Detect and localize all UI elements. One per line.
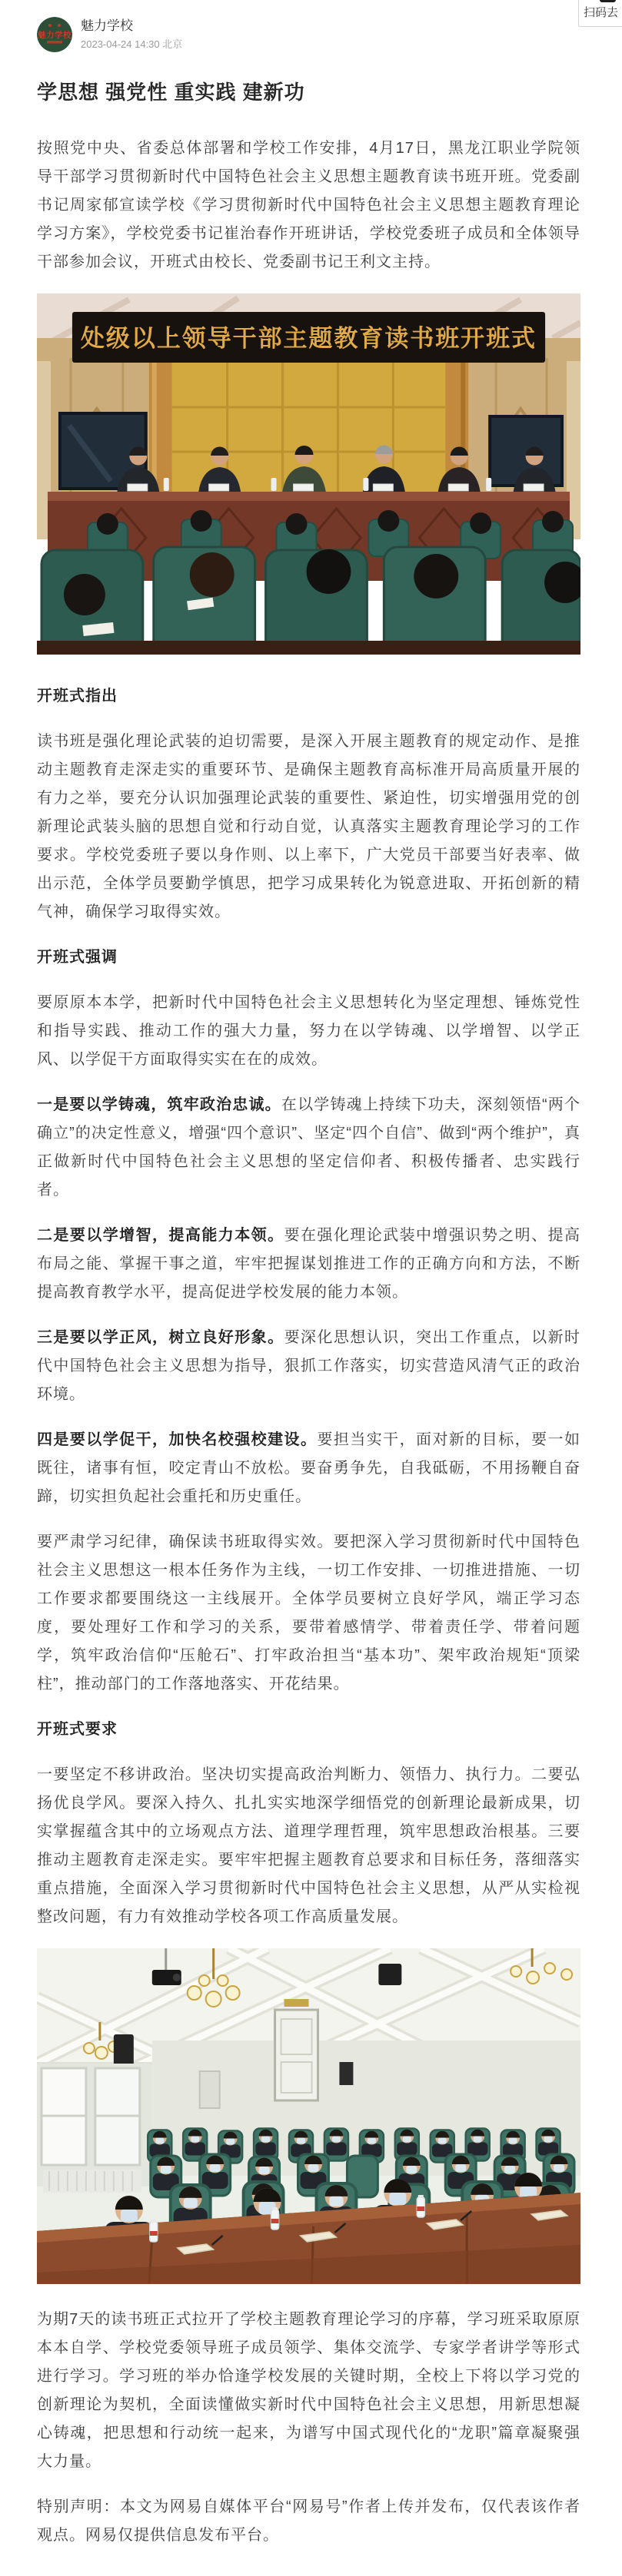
paragraph-pointed-out: 读书班是强化理论武装的迫切需要，是深入开展主题教育的规定动作、是推动主题教育走深走实的重要环节、是确保主题教育高标准开局高质量开展的有力之举，要充分认识加强理论武装的重要性、紧迫性，切实增强用党的创新理论武装头脑的思想自觉和行动自觉，认真落实主题教育理论学习的工作要求。学校党委班子要以身作则、以上率下，广大党员干部要当好表率、做出示范，全体学员要勤学慎思，把学习成果转化为锐意进取、开拓创新的精气神，确保学习取得实效。 xyxy=(37,733,580,920)
point-4-text: 要担当实干，面对新的目标，要一如既往，诸事有恒，咬定青山不放松。要奋勇争先，自我砥砺，不用扬鞭自奋蹄，切实担负起社会重托和历史重任。 xyxy=(37,1431,580,1505)
photo-study-session[interactable] xyxy=(37,1948,580,2284)
point-2-lead: 二是要以学增智，提高能力本领。 xyxy=(37,1227,284,1244)
paragraph-intro: 按照党中央、省委总体部署和学校工作安排，4月17日，黑龙江职业学院领导干部学习贯彻新时代中国特色社会主义思想主题教育读书班开班。党委副书记周家郁宣读学校《学习贯彻新时代中国特色社会主义思想主题教育理论学习方案》，学校党委书记崔治春作开班讲话，学校党委班子成员和全体领导干部参加会议，开班式由校长、党委副书记王利文主持。 xyxy=(37,140,580,270)
publish-timestamp: 2023-04-24 14:30 北京 xyxy=(81,38,183,50)
opening-ceremony-image xyxy=(37,293,580,655)
point-4-lead: 四是要以学促干，加快名校强校建设。 xyxy=(37,1431,318,1448)
paragraph-point-2 xyxy=(37,1222,580,1307)
disclaimer-text: 特别声明：本文为网易自媒体平台“网易号”作者上传并发布，仅代表该作者观点。网易仅提供信息发布平台。 xyxy=(37,2498,580,2544)
article-body xyxy=(37,134,580,2550)
study-session-image xyxy=(37,1948,580,2284)
point-1-lead: 一是要以学铸魂，筑牢政治忠诚。 xyxy=(37,1096,281,1113)
point-2-text: 要在强化理论武装中增强识势之明、提高布局之能、掌握干事之道，牢牢把握谋划推进工作的正确方向和方法，不断提高教育教学水平，提高促进学校发展的能力本领。 xyxy=(37,1227,580,1301)
paragraph-point-1 xyxy=(37,1091,580,1205)
point-1-text: 在以学铸魂上持续下功夫，深刻领悟“两个确立”的决定性意义，增强“四个意识”、坚定“四个自信”、做到“两个维护”，真正做新时代中国特色社会主义思想的坚定信仰者、积极传播者、忠实践行者。 xyxy=(37,1096,581,1198)
point-3-lead: 三是要以学正风，树立良好形象。 xyxy=(37,1329,284,1346)
paragraph-point-4 xyxy=(37,1426,580,1511)
scan-code-label: 扫码去 xyxy=(584,6,619,19)
avatar-text: 魅力学校 xyxy=(38,31,72,40)
heading-ceremony-required: 开班式要求 xyxy=(37,1721,118,1738)
avatar-image xyxy=(37,17,72,52)
paragraph-required: 一要坚定不移讲政治。坚决切实提高政治判断力、领悟力、执行力。二要弘扬优良学风。要深入持久、扎扎实实地深学细悟党的创新理论最新成果，切实掌握蕴含其中的立场观点方法、道理学理哲理，筑牢思想政治根基。三要推动主题教育走深走实。要牢牢把握主题教育总要求和目标任务，落细落实重点措施，全面深入学习贯彻新时代中国特色社会主义思想，从严从实检视整改问题，有力有效推动学校各项工作高质量发展。 xyxy=(37,1766,580,1925)
author-meta xyxy=(81,17,182,51)
paragraph-conclusion: 为期7天的读书班正式拉开了学校主题教育理论学习的序幕，学习班采取原原本本自学、学校党委领导班子成员领学、集体交流学、专家学者讲学等形式进行学习。学习班的举办恰逢学校发展的关键时期，全校上下将以学习党的创新理论为契机，全面读懂做实新时代中国特色社会主义思想，用新思想凝心铸魂，把思想和行动统一起来，为谱写中国式现代化的“龙职”篇章凝聚强大力量。 xyxy=(37,2311,580,2470)
author-name[interactable]: 魅力学校 xyxy=(81,18,133,33)
author-avatar[interactable] xyxy=(37,17,72,52)
qr-phone-icon xyxy=(600,0,616,2)
photo-opening-ceremony[interactable] xyxy=(37,293,580,655)
ceremony-banner-text: 处级以上领导干部主题教育读书班开班式 xyxy=(80,324,537,353)
point-3-text: 要深化思想认识，突出工作重点，以新时代中国特色社会主义思想为指导，狠抓工作落实，切实营造风清气正的政治环境。 xyxy=(37,1329,580,1403)
article-header xyxy=(37,17,580,52)
paragraph-point-3 xyxy=(37,1324,580,1409)
paragraph-emphasized-lead: 要原原本本学，把新时代中国特色社会主义思想转化为坚定理想、锤炼党性和指导实践、推动工作的强大力量，努力在以学铸魂、以学增智、以学正风、以学促干方面取得实实在在的成效。 xyxy=(37,994,580,1068)
article-title: 学思想 强党性 重实践 建新功 xyxy=(37,81,305,104)
heading-ceremony-pointed-out: 开班式指出 xyxy=(37,688,118,705)
audience-group xyxy=(42,510,580,655)
scan-code-widget[interactable] xyxy=(578,0,622,27)
heading-ceremony-emphasized: 开班式强调 xyxy=(37,949,118,966)
paragraph-discipline: 要严肃学习纪律，确保读书班取得实效。要把深入学习贯彻新时代中国特色社会主义思想这一根本任务作为主线，一切工作安排、一切推进措施、一切工作要求都要围绕这一主线展开。全体学员要树立良好学风，端正学习态度，要处理好工作和学习的关系，要带着感情学、带着责任学、带着问题学，筑牢政治信仰“压舱石”、打牢政治担当“基本功”、架牢政治规矩“顶梁柱”，推动部门的工作落地落实、开花结果。 xyxy=(37,1533,580,1692)
